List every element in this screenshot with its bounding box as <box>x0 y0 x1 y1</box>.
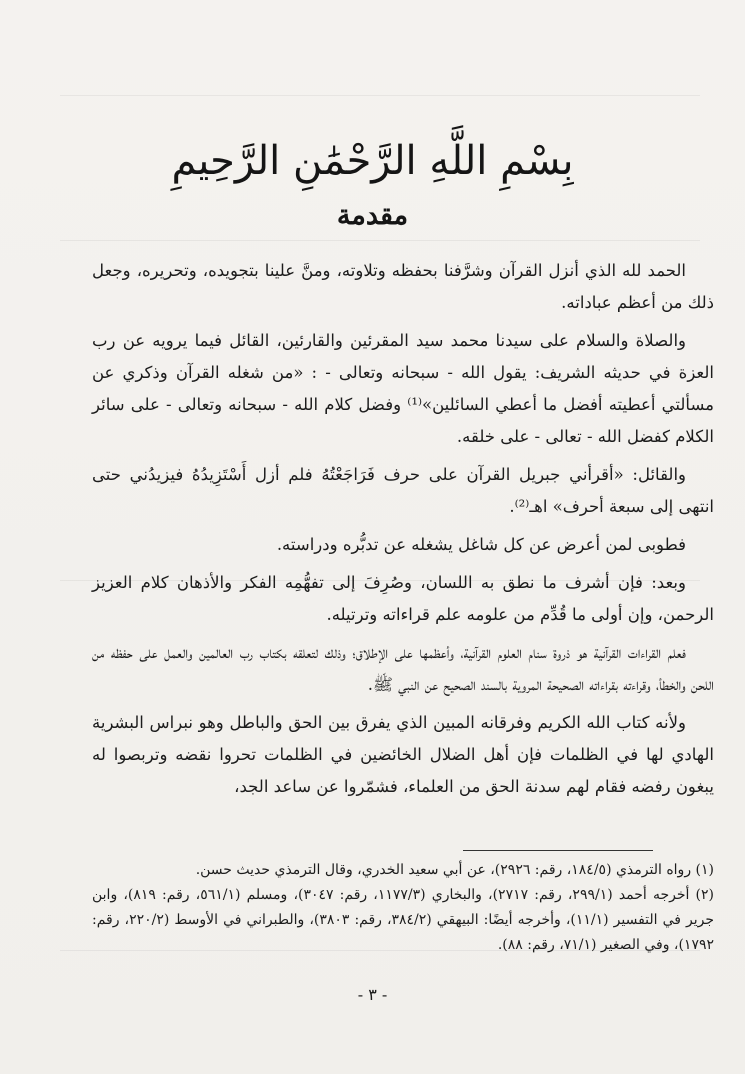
footnote-rule <box>463 850 653 851</box>
basmala: بِسْمِ اللَّهِ الرَّحْمَٰنِ الرَّحِيمِ <box>171 138 574 184</box>
paragraph: ولأنه كتاب الله الكريم وفرقانه المبين الذي يفرق بين الحق والباطل وهو نبراس البشرية الهادي لها في الظلمات فإن أهل الضلال الخائضين في الظلمات تحروا نقضه وتربصوا له يبغون رفضه فقام لهم سدنة الحق من العلماء، فشمّروا عن ساعد الجد، <box>92 713 714 796</box>
paragraph: فطوبى لمن أعرض عن كل شاغل يشغله عن تدبُّره ودراسته. <box>276 535 686 554</box>
page-number: - ٣ - <box>357 985 388 1004</box>
footnote: (١) رواه الترمذي (١٨٤/٥، رقم: ٢٩٢٦)، عن أبي سعيد الخدري، وقال الترمذي حديث حسن. <box>195 862 714 878</box>
paragraph: فعلم القراءات القرآنية هو ذروة سنام العلوم القرآنية، وأعظمها على الإطلاق؛ وذلك لتعلقه بكتاب رب العالمين والعمل على حفظه من اللحن والخطأ، وقراءته بقراءاته الصحيحة المروية بالسند الصحيح عن النبي ﷺ. <box>92 643 714 694</box>
paragraph: والقائل: «أقرأني جبريل القرآن على حرف فَرَاجَعْتُهُ فلم أزل أَسْتَزِيدُهُ فيزيدُني حتى انتهى إلى سبعة أحرف» اهـ⁽²⁾. <box>92 465 714 516</box>
footnote: (٢) أخرجه أحمد (٢٩٩/١، رقم: ٢٧١٧)، والبخاري (١١٧٧/٣، رقم: ٣٠٤٧)، ومسلم (٥٦١/١، رقم: ٨١٩)، وابن جرير في التفسير (١١/١)، وأخرجه أيضًا: البيهقي (٣٨٤/٢، رقم: ٣٨٠٣)، والطبراني في الأوسط (٢٢٠/٢، رقم: ١٧٩٢)، وفي الصغير (٧١/١، رقم: ٨٨). <box>92 887 714 953</box>
page-heading: مقدمة <box>336 200 409 231</box>
paragraph: والصلاة والسلام على سيدنا محمد سيد المقرئين والقارئين، القائل فيما يرويه عن رب العزة في حديثه الشريف: يقول الله - سبحانه وتعالى - : «من شغله القرآن وذكري عن مسألتي أعطيته أفضل ما أعطي السائلين»⁽¹⁾ وفضل كلام الله - سبحانه وتعالى - على سائر الكلام كفضل الله - تعالى - على خلقه. <box>92 331 715 446</box>
body-text <box>92 255 714 809</box>
bleed-through-line <box>60 95 700 96</box>
bleed-through-line <box>60 240 700 241</box>
paragraph: الحمد لله الذي أنزل القرآن وشرَّفنا بحفظه وتلاوته، ومنَّ علينا بتجويده، وتحريره، وجعل ذلك من أعظم عباداته. <box>92 261 714 312</box>
footnotes <box>92 858 714 958</box>
paragraph: وبعد: فإن أشرف ما نطق به اللسان، وصُرِفَ إلى تفهُّمِه الفكر والأذهان كلام العزيز الرحمن، وإن أولى ما قُدِّم من علومه علم قراءاته وترتيله. <box>92 573 714 624</box>
